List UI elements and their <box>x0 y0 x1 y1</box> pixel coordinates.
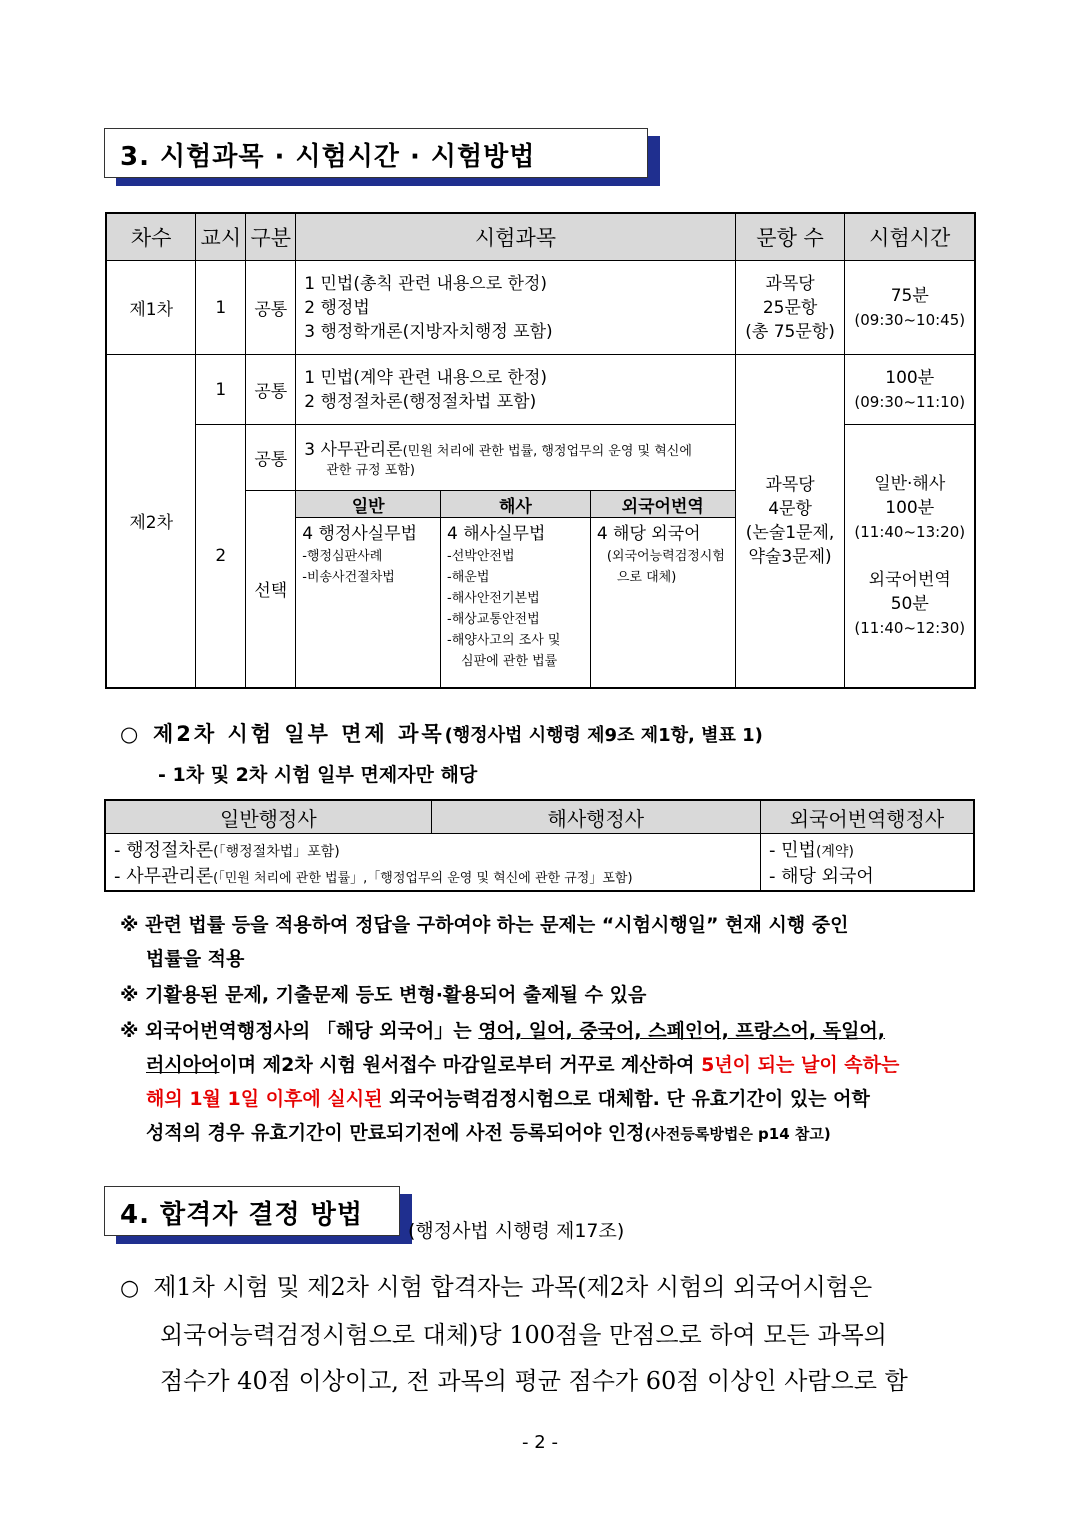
subheader-maritime: 해사 <box>441 491 591 518</box>
note-2: ※ 기활용된 문제, 기출문제 등도 변형·활용되어 출제될 수 있음 <box>120 984 647 1006</box>
questions-cell: 과목당 25문항 (총 75문항) <box>735 261 845 355</box>
header-type: 구분 <box>246 213 296 261</box>
type-cell: 공통 <box>246 261 296 355</box>
table-row <box>106 261 975 355</box>
table-header-row <box>106 213 975 261</box>
header-questions: 문항 수 <box>735 213 845 261</box>
section-4-reference: (행정사법 시행령 제17조) <box>408 1220 625 1242</box>
subheader-general: 일반 <box>296 491 441 518</box>
exemption-right-cell: - 민법(계약) - 해당 외국어 <box>760 834 974 892</box>
header-subjects: 시험과목 <box>296 213 735 261</box>
section-4-title: 4. 합격자 결정 방법 <box>120 1200 363 1230</box>
header-time: 시험시간 <box>845 213 975 261</box>
table-row <box>106 425 975 491</box>
foreign-cell: 4 해당 외국어 (외국어능력검정시험 으로 대체) <box>590 518 735 688</box>
exemption-heading: ○ 제2차 시험 일부 면제 과목(행정사법 시행령 제9조 제1항, 별표 1) <box>120 722 763 746</box>
time-cell: 100분 (09:30~11:10) <box>845 355 975 425</box>
round-1-cell: 제1차 <box>106 261 196 355</box>
subheader-foreign: 외국어번역 <box>590 491 735 518</box>
type-cell: 공통 <box>246 355 296 425</box>
section-3-title: 3. 시험과목 · 시험시간 · 시험방법 <box>120 142 536 172</box>
note-1: ※ 관련 법률 등을 적용하여 정답을 구하여야 하는 문제는 “시험시행일” 현재 시행 중인 법률을 적용 <box>120 914 849 970</box>
exemption-table <box>104 799 975 892</box>
header-maritime-admin: 해사행정사 <box>431 800 760 834</box>
period-cell: 2 <box>196 425 246 688</box>
round-2-cell: 제2차 <box>106 355 196 688</box>
time-cell: 75분 (09:30~10:45) <box>845 261 975 355</box>
type-cell: 공통 <box>246 425 296 491</box>
header-general-admin: 일반행정사 <box>105 800 431 834</box>
time-cell: 일반·해사 100분 (11:40~13:20) 외국어번역 50분 (11:40~12:30) <box>845 425 975 688</box>
exam-subjects-table <box>105 212 976 689</box>
exemption-note: - 1차 및 2차 시험 일부 면제자만 해당 <box>158 764 478 786</box>
questions-cell: 과목당 4문항 (논술1문제, 약술3문제) <box>735 355 845 688</box>
subjects-cell: 3 사무관리론(민원 처리에 관한 법률, 행정업무의 운영 및 혁신에 관한 규정 포함) <box>296 425 735 491</box>
exemption-left-cell: - 행정절차론(「행정절차법」포함) - 사무관리론(「민원 처리에 관한 법률」,「행정업무의 운영 및 혁신에 관한 규정」포함) <box>105 834 760 892</box>
header-period: 교시 <box>196 213 246 261</box>
table-row <box>106 355 975 425</box>
page-number: - 2 - <box>522 1432 558 1453</box>
note-3: ※ 외국어번역행정사의 「해당 외국어」는 영어, 일어, 중국어, 스페인어, 프랑스어, 독일어, 러시아어이며 제2차 시험 원서접수 마감일로부터 거꾸로 계산하여 5년이 되는 날이 속하는 해의 1월 1일 이후에 실시된 외국어능력검정시험으로 대체함. 단 유효기간이 있는 어학 성적의 경우 유효기간이 만료되기전에 사전 등록되어야 인정(사전등록방법은 p14 참고) <box>120 1020 900 1144</box>
period-cell: 1 <box>196 261 246 355</box>
subjects-cell: 1 민법(계약 관련 내용으로 한정) 2 행정절차론(행정절차법 포함) <box>296 355 735 425</box>
maritime-cell: 4 해사실무법 -선박안전법 -해운법 -해사안전기본법 -해상교통안전법 -해양사고의 조사 및 심판에 관한 법률 <box>441 518 591 688</box>
circle-bullet-icon: ○ <box>120 722 153 746</box>
section-4-body: ○ 제1차 시험 및 제2차 시험 합격자는 과목(제2차 시험의 외국어시험은 외국어능력검정시험으로 대체)당 100점을 만점으로 하여 모든 과목의 점수가 40점 이상이고, 전 과목의 평균 점수가 60점 이상인 사람으로 함 <box>120 1273 908 1395</box>
header-round: 차수 <box>106 213 196 261</box>
period-cell: 1 <box>196 355 246 425</box>
subjects-cell: 1 민법(총칙 관련 내용으로 한정) 2 행정법 3 행정학개론(지방자치행정 포함) <box>296 261 735 355</box>
header-translation-admin: 외국어번역행정사 <box>760 800 974 834</box>
type-cell: 선택 <box>246 491 296 688</box>
circle-bullet-icon: ○ <box>120 1276 154 1301</box>
general-cell: 4 행정사실무법 -행정심판사례 -비송사건절차법 <box>296 518 441 688</box>
